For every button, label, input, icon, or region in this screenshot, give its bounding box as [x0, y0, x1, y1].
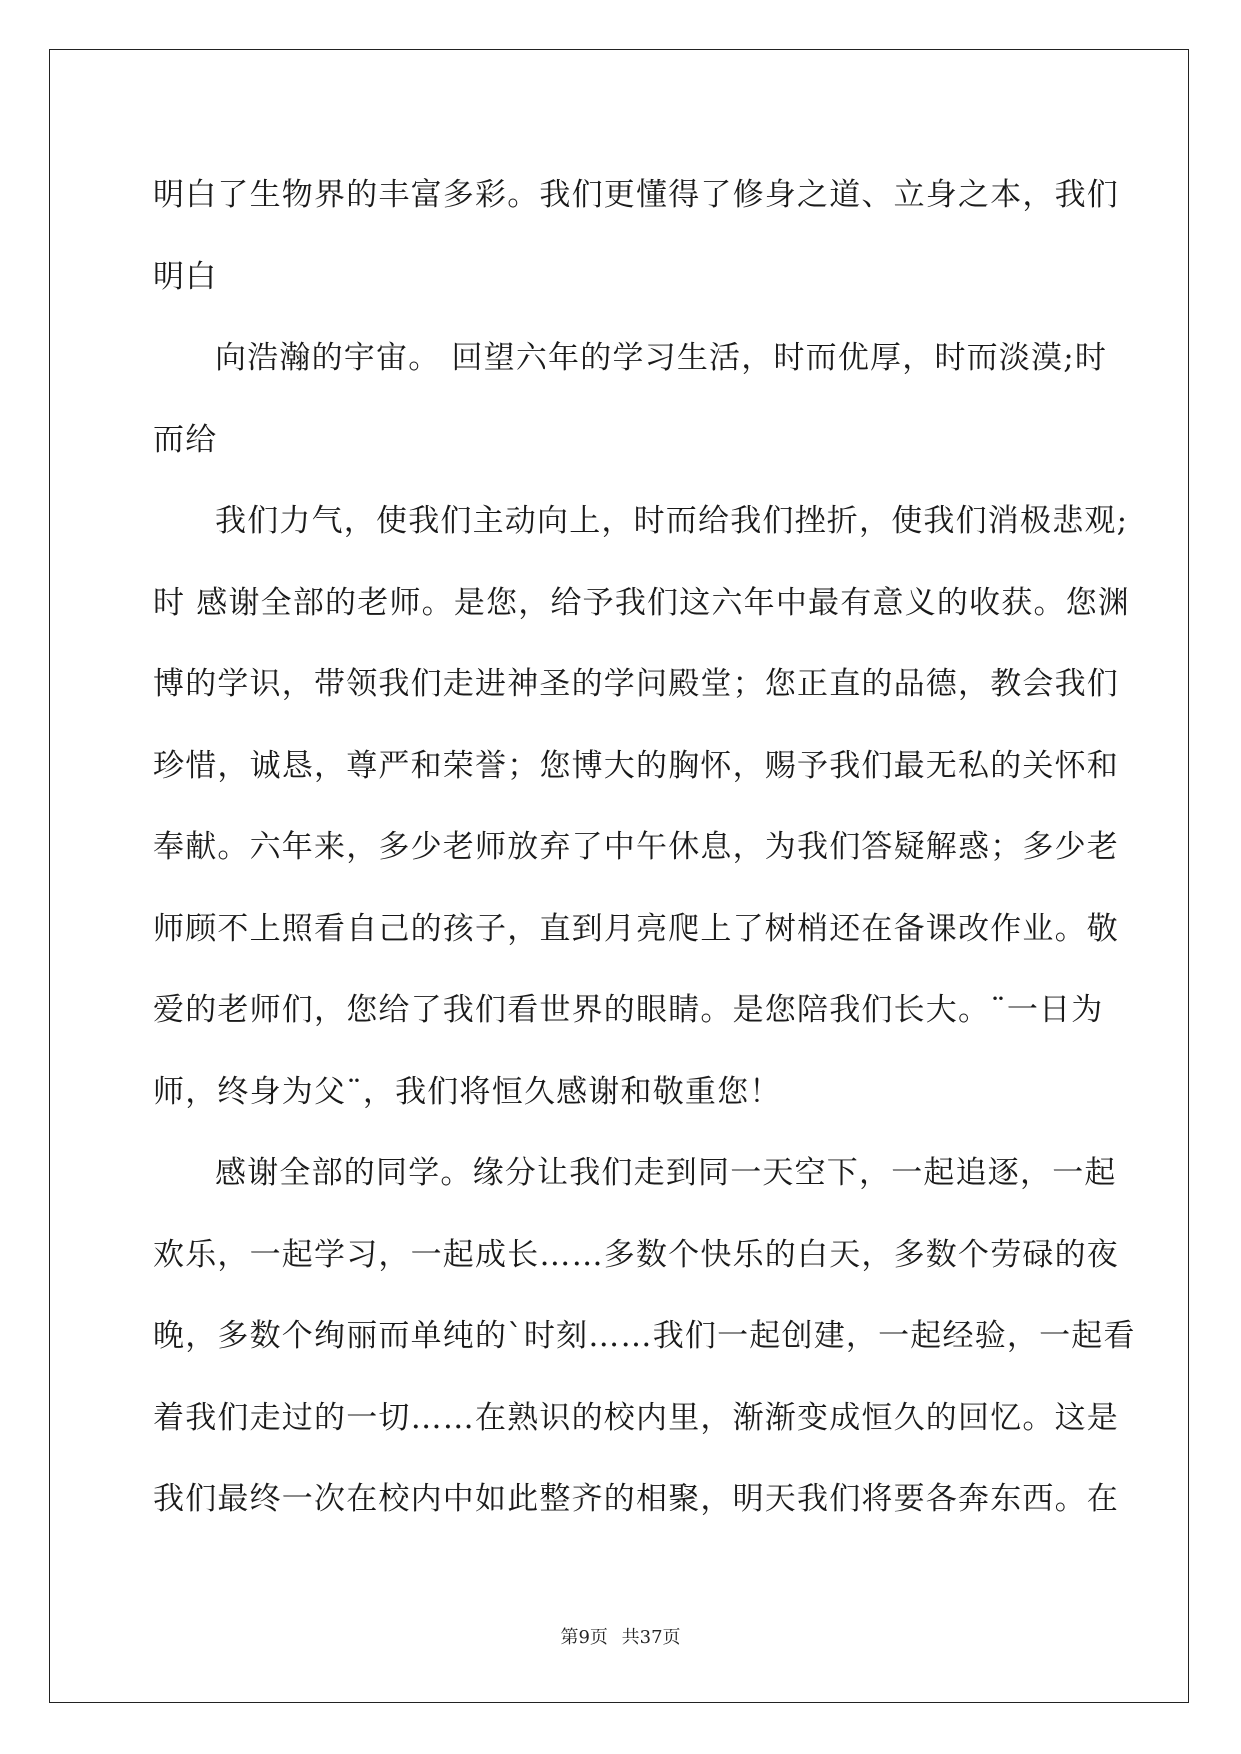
text-line: 而给	[153, 421, 218, 458]
text-line: 明白了生物界的丰富多彩。我们更懂得了修身之道、立身之本，我们	[153, 177, 1119, 213]
document-body	[153, 160, 1136, 1546]
text-line: 珍惜，诚恳，尊严和荣誉；您博大的胸怀，赐予我们最无私的关怀和	[153, 747, 1119, 784]
page-footer	[0, 1623, 1241, 1649]
text-line: 明白	[153, 258, 218, 295]
text-line: 感谢全部的同学。缘分让我们走到同一天空下，一起追逐，一起	[215, 1155, 1117, 1191]
page-number: 第9页	[560, 1627, 608, 1648]
text-line: 博的学识，带领我们走进神圣的学问殿堂；您正直的品德，教会我们	[153, 666, 1119, 702]
text-line: 我们最终一次在校内中如此整齐的相聚，明天我们将要各奔东西。在	[153, 1481, 1119, 1517]
page-total: 共37页	[621, 1627, 681, 1648]
text-line: 向浩瀚的宇宙。 回望六年的学习生活，时而优厚，时而淡漠;时	[215, 340, 1108, 376]
text-line: 我们力气，使我们主动向上，时而给我们挫折，使我们消极悲观;	[215, 503, 1129, 539]
text-line: 师顾不上照看自己的孩子，直到月亮爬上了树梢还在备课改作业。敬	[153, 910, 1119, 947]
text-line: 师，终身为父¨，我们将恒久感谢和敬重您！	[153, 1073, 782, 1110]
text-line: 晚，多数个绚丽而单纯的`时刻……我们一起创建，一起经验，一起看	[153, 1318, 1136, 1354]
text-line: 欢乐，一起学习，一起成长……多数个快乐的白天，多数个劳碌的夜	[153, 1236, 1119, 1273]
text-line: 奉献。六年来，多少老师放弃了中午休息，为我们答疑解惑；多少老	[153, 829, 1119, 865]
text-line: 爱的老师们，您给了我们看世界的眼睛。是您陪我们长大。¨一日为	[153, 992, 1104, 1028]
text-line: 着我们走过的一切……在熟识的校内里，渐渐变成恒久的回忆。这是	[153, 1399, 1119, 1436]
text-line: 时 感谢全部的老师。是您，给予我们这六年中最有意义的收获。您渊	[153, 584, 1131, 621]
